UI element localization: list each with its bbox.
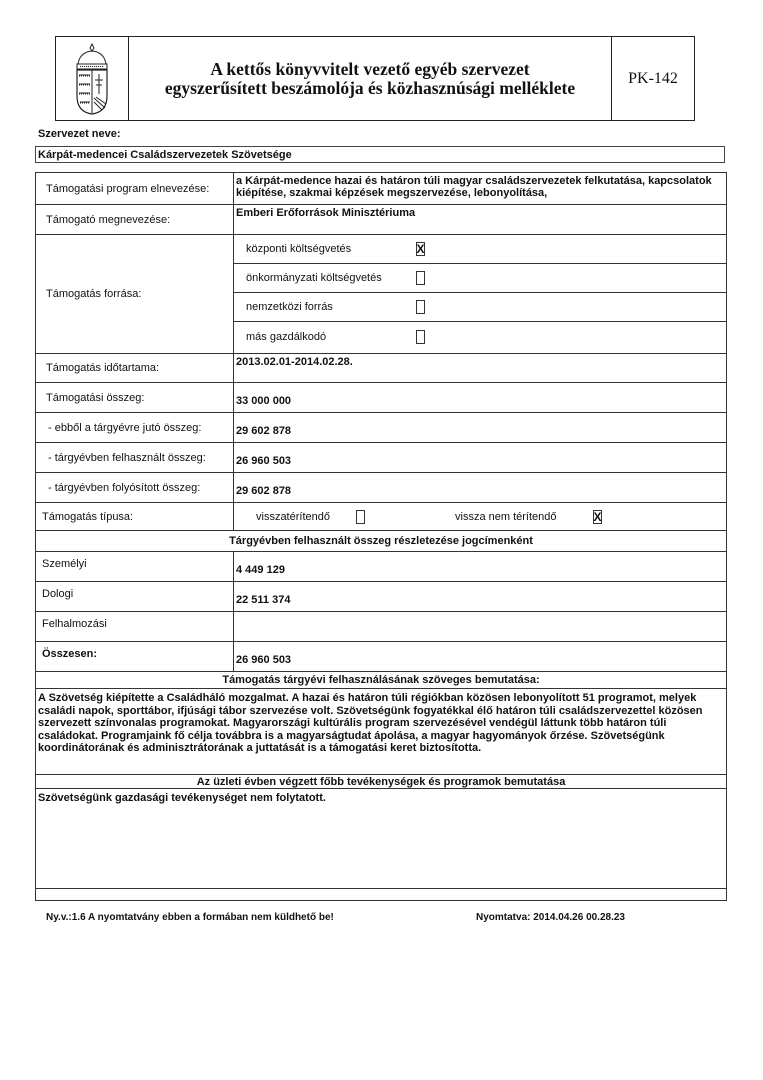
- type-options: [234, 503, 726, 530]
- breakdown-label: Személyi: [36, 552, 234, 581]
- footer-version-note: Ny.v.:1.6 A nyomtatvány ebben a formában nem küldhető be!: [46, 912, 334, 923]
- type-nonrefundable-label: vissza nem térítendő: [455, 510, 557, 523]
- year-share-row: [36, 413, 726, 443]
- form-title: [129, 37, 612, 120]
- breakdown-row-material: [36, 582, 726, 612]
- duration-row: [36, 354, 726, 383]
- form-header: [55, 36, 695, 121]
- breakdown-value[interactable]: 22 511 374: [236, 594, 291, 606]
- program-label: Támogatási program elnevezése:: [36, 173, 234, 204]
- paid-row: [36, 473, 726, 503]
- grant-table: [35, 172, 727, 901]
- breakdown-total-label: Összesen:: [36, 642, 234, 671]
- source-option-central: [234, 235, 726, 264]
- used-label: - tárgyévben felhasznált összeg:: [36, 443, 234, 472]
- usage-description-field[interactable]: A Szövetség kiépítette a Családháló mozgalmat. A hazai és határon túli régiókban közösen lebonyolított 51 programot, melyek családi napok, sporttábor, ifjúsági tábor szervezése volt. Szövetségünk fogyatékkal élő határon túli családszervezettel közösen szervezett színvonalas programokat. Magyarországi kultúrális program szervezésével vendégül láttunk több határon túli családokat. Programjaink fő célja továbbra is a magyarságtudat ápolása, a magyar hagyományok őrzése. Szövetségünk koordinátorának és adminisztrátorának a juttatását is a támogatási keret biztosította.: [38, 692, 703, 754]
- amount-row: [36, 383, 726, 413]
- business-text-row: [36, 789, 726, 889]
- type-refundable-checkbox[interactable]: [356, 510, 365, 524]
- source-option-label: nemzetközi forrás: [246, 301, 333, 313]
- source-option-municipal: [234, 264, 726, 293]
- used-field[interactable]: 26 960 503: [236, 455, 292, 467]
- source-option-label: központi költségvetés: [246, 243, 352, 255]
- program-row: [36, 173, 726, 205]
- source-label: Támogatás forrása:: [36, 235, 234, 353]
- form-code: PK-142: [628, 69, 678, 87]
- form-title-line1: A kettős könyvvitelt vezető egyéb szervezet: [210, 58, 530, 79]
- usage-heading: Támogatás tárgyévi felhasználásának szöveges bemutatása:: [222, 674, 540, 686]
- grantor-row: [36, 205, 726, 235]
- amount-label: Támogatási összeg:: [36, 383, 234, 412]
- source-options: [234, 235, 726, 353]
- source-central-checkbox[interactable]: X: [416, 242, 425, 256]
- amount-field[interactable]: 33 000 000: [236, 395, 292, 407]
- source-municipal-checkbox[interactable]: [416, 271, 425, 285]
- breakdown-heading-row: [36, 531, 726, 552]
- business-activities-field[interactable]: Szövetségünk gazdasági tevékenységet nem folytatott.: [38, 792, 326, 804]
- breakdown-label: Felhalmozási: [36, 612, 234, 641]
- source-international-checkbox[interactable]: [416, 300, 425, 314]
- program-field[interactable]: a Kárpát-medence hazai és határon túli magyar családszervezetek felkutatása, kapcsolatok kiépítése, szakmai képzések megszervezése, lebonyolítása,: [236, 175, 712, 199]
- type-label: Támogatás típusa:: [36, 503, 234, 530]
- duration-label: Támogatás időtartama:: [36, 354, 234, 382]
- paid-field[interactable]: 29 602 878: [236, 485, 292, 497]
- duration-field[interactable]: 2013.02.01-2014.02.28.: [236, 356, 353, 368]
- business-heading-row: [36, 775, 726, 789]
- footer-print-timestamp: Nyomtatva: 2014.04.26 00.28.23: [476, 912, 625, 923]
- source-row: [36, 235, 726, 354]
- breakdown-label: Dologi: [36, 582, 234, 611]
- business-heading: Az üzleti évben végzett főbb tevékenységek és programok bemutatása: [196, 775, 566, 788]
- form-title-line2: egyszerűsített beszámolója és közhasznúsági melléklete: [164, 77, 576, 98]
- breakdown-row-total: [36, 642, 726, 672]
- source-other-checkbox[interactable]: [416, 330, 425, 344]
- grantor-field[interactable]: Emberi Erőforrások Minisztériuma: [236, 207, 416, 219]
- year-share-field[interactable]: 29 602 878: [236, 425, 292, 437]
- usage-text-row: [36, 689, 726, 775]
- year-share-label: - ebből a tárgyévre jutó összeg:: [36, 413, 234, 442]
- breakdown-heading: Tárgyévben felhasznált összeg részletezése jogcímenként: [229, 535, 533, 547]
- coat-of-arms-icon: [56, 37, 129, 120]
- source-option-international: [234, 293, 726, 322]
- breakdown-value[interactable]: [234, 612, 726, 641]
- source-option-label: önkormányzati költségvetés: [246, 272, 382, 284]
- breakdown-value[interactable]: 4 449 129: [236, 564, 285, 576]
- org-name-label: Szervezet neve:: [38, 128, 121, 140]
- org-name-field[interactable]: Kárpát-medencei Családszervezetek Szövetsége: [35, 146, 725, 163]
- type-row: [36, 503, 726, 531]
- source-option-label: más gazdálkodó: [246, 330, 327, 343]
- grantor-label: Támogató megnevezése:: [36, 205, 234, 234]
- usage-heading-row: [36, 672, 726, 689]
- breakdown-row-personal: [36, 552, 726, 582]
- used-row: [36, 443, 726, 473]
- type-refundable-label: visszatérítendő: [256, 510, 330, 523]
- breakdown-row-capital: [36, 612, 726, 642]
- type-nonrefundable-checkbox[interactable]: X: [593, 509, 602, 524]
- spacer-row: [36, 889, 726, 900]
- breakdown-total-value[interactable]: 26 960 503: [236, 654, 292, 666]
- paid-label: - tárgyévben folyósított összeg:: [36, 473, 234, 502]
- source-option-other-business: [234, 322, 726, 351]
